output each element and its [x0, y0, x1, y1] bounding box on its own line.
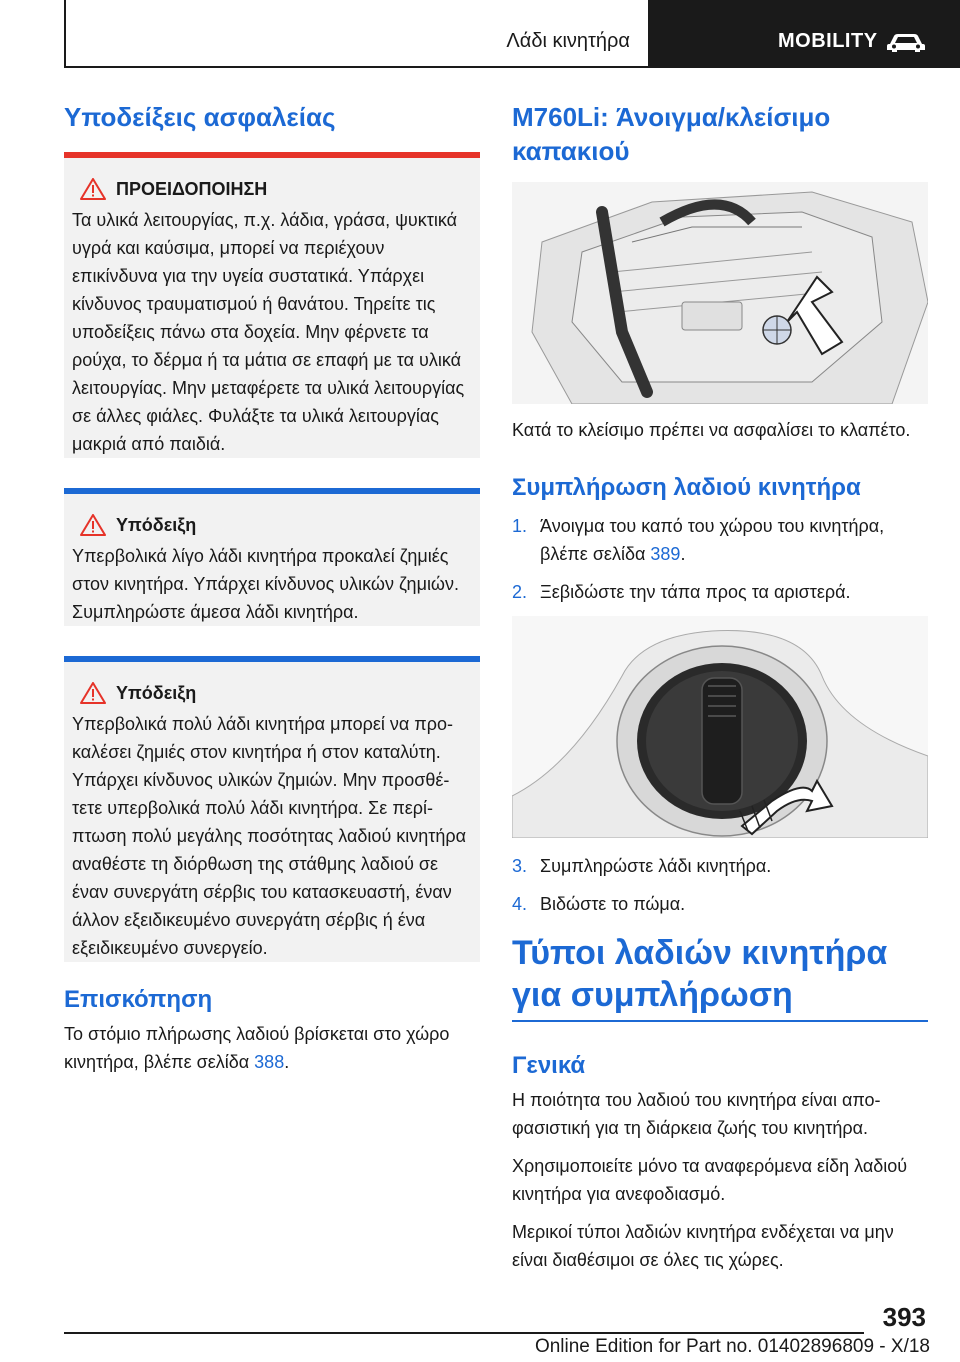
overview-heading: Επισκόπηση: [64, 986, 213, 1013]
engine-cover-image: [512, 182, 928, 404]
overview-text-end: .: [284, 1052, 290, 1072]
step-number: 2.: [512, 582, 528, 602]
note-title-2: Υπόδειξη: [116, 682, 197, 703]
note-text-1: Υπερβολικά λίγο λάδι κινητήρα προκαλεί ζημιές στον κινητήρα. Υπάρχει κίνδυνος υλικών ζημιών. Συμπληρώστε άμεσα λάδι κινητήρα.: [72, 546, 459, 622]
step-item: [512, 890, 928, 918]
note-title-1: Υπόδειξη: [116, 514, 197, 535]
note-box-2: [64, 656, 480, 962]
warning-triangle-icon: [80, 178, 106, 200]
warning-text: Τα υλικά λειτουργίας, π.χ. λάδια, γράσα, ψυκτικά υγρά και καύσιμα, μπορεί να περιέχουν επικίνδυνα για την υγεία συστατικά. Υπάρχει κίνδυνος τραυματισμού ή θανάτου. Τηρείτε τις υποδείξεις πάνω στα δοχεία. Μην φέρνετε τα ρούχα, το δέρμα ή τα μάτια σε επαφή με τα υλικά λειτουργίας. Μην μεταφέρετε τα υλικά λειτουργίας σε άλλες φιάλες. Φυλάξτε τα υλικά λειτουργίας μακριά από παιδιά.: [72, 210, 465, 454]
general-paragraph-3: Μερικοί τύποι λαδιών κινητήρα ενδέχεται να μην είναι διαθέσιμοι σε όλες τις χώρες.: [512, 1222, 894, 1270]
step-item: [512, 852, 928, 880]
oil-types-heading: Τύποι λαδιών κινητήρα για συμπλήρωση: [512, 934, 888, 1014]
general-heading: Γενικά: [512, 1052, 586, 1079]
footer-line: [64, 1332, 864, 1334]
right-column: [512, 100, 928, 1274]
general-paragraph-2: Χρησιμοποιείτε μόνο τα αναφερόμενα είδη λαδιού κινητήρα για ανεφοδιασμό.: [512, 1156, 908, 1204]
note-text-2: Υπερβολικά πολύ λάδι κινητήρα μπορεί να προκαλέσει ζημιές στον κινητήρα ή στον καταλύτη. Υπάρχει κίνδυνος υλικών ζημιών. Μην προσθέτετε υπερβολικά πολύ λάδι κινητήρα. Σε περίπτωση πολύ μεγάλης ποσότητας λαδιού κινητήρα αναθέστε τη διόρθωση της στάθμης λαδιού σε έναν συνεργάτη σέρβις του κατασκευαστή, έναν άλλον εξειδικευμένο συνεργάτη σέρβις ή ένα εξειδικευμένο συνεργείο.: [72, 714, 467, 958]
warning-box: [64, 152, 480, 458]
warning-triangle-icon: [80, 514, 106, 536]
m760-heading: M760Li: Άνοιγμα/κλείσιμο καπακιού: [512, 102, 831, 166]
step-number: 3.: [512, 856, 528, 876]
page-link-389[interactable]: 389: [650, 544, 681, 564]
step-item: [512, 512, 928, 568]
warning-title: ΠΡΟΕΙΔΟΠΟΙΗΣΗ: [116, 178, 268, 199]
page-header: [0, 0, 960, 68]
step-text: Συμπληρώστε λάδι κινητήρα.: [540, 856, 772, 876]
step-text: Βιδώστε το πώμα.: [540, 894, 686, 914]
refill-heading: Συμπλήρωση λαδιού κινητήρα: [512, 474, 861, 501]
step-number: 1.: [512, 516, 528, 536]
step-text: Ξεβιδώστε την τάπα προς τα αριστερά.: [540, 582, 851, 602]
overview-text-main: Το στόμιο πλήρωσης λαδιού βρίσκεται στο χώρο κινητήρα, βλέπε σελίδα: [64, 1024, 450, 1072]
refill-steps-b: [512, 852, 928, 918]
heading-rule: [512, 1020, 928, 1022]
page-link-388[interactable]: 388: [254, 1052, 285, 1072]
step-item: [512, 578, 928, 606]
section-label: MOBILITY: [778, 30, 878, 52]
car-icon: [886, 30, 926, 54]
oil-cap-image: [512, 616, 928, 838]
overview-text: [64, 1020, 480, 1076]
note-box-1: [64, 488, 480, 626]
step-text: [540, 512, 928, 568]
footer-edition: Online Edition for Part no. 01402896809 - X/18: [534, 1336, 930, 1357]
left-column: [64, 100, 480, 1076]
general-paragraph-1: Η ποιότητα του λαδιού του κινητήρα είναι αποφασιστική για τη διάρκεια ζωής του κινητήρα.: [512, 1090, 881, 1138]
safety-heading: Υποδείξεις ασφαλείας: [64, 102, 336, 132]
page-number: 393: [882, 1302, 926, 1332]
engine-cover-illustration: [512, 182, 928, 404]
chapter-title: Λάδι κινητήρα: [506, 30, 630, 52]
refill-steps-a: [512, 512, 928, 606]
step-number: 4.: [512, 894, 528, 914]
warning-triangle-icon: [80, 682, 106, 704]
m760-caption: Κατά το κλείσιμο πρέπει να ασφαλίσει το κλαπέτο.: [512, 420, 911, 440]
step-text-main: Άνοιγμα του καπό του χώρου του κινητήρα, βλέπε σελίδα: [540, 516, 885, 564]
step-text-end: .: [680, 544, 686, 564]
oil-cap-illustration: [512, 616, 928, 838]
